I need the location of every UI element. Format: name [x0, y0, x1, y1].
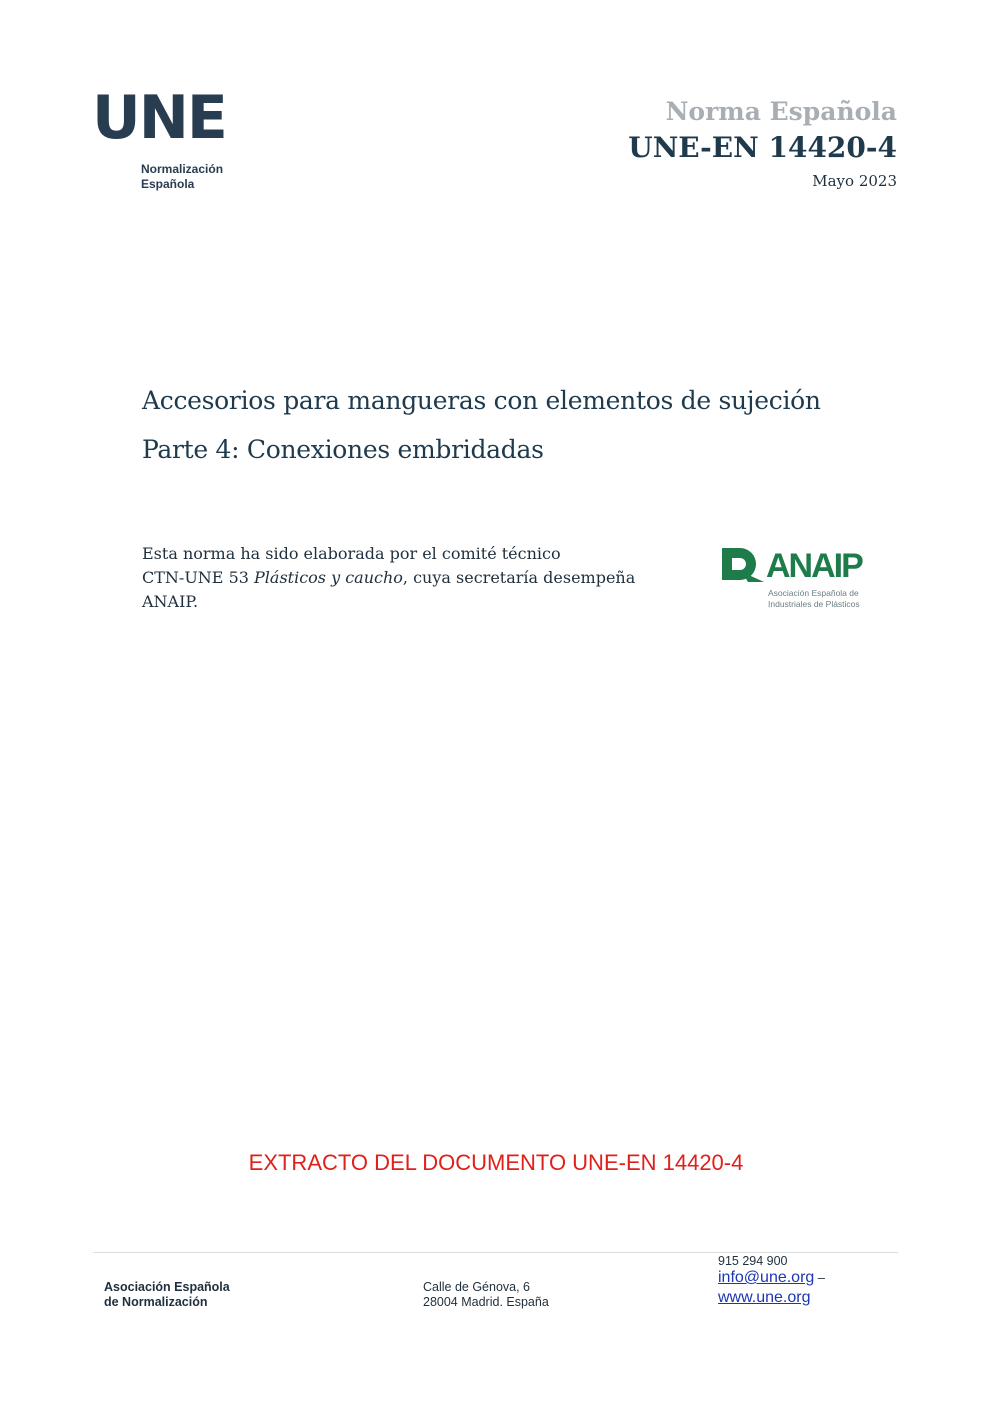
website-link[interactable]: www.une.org — [718, 1289, 811, 1306]
norma-label: Norma Española — [665, 97, 897, 126]
une-logo-subtitle-line1: Normalización — [141, 162, 224, 176]
footer-address — [423, 1280, 549, 1310]
committee-line1: Esta norma ha sido elaborada por el comité técnico — [142, 544, 561, 563]
une-logo — [92, 83, 242, 198]
footer-contact — [718, 1254, 825, 1308]
footer-org-line1: Asociación Española — [104, 1280, 230, 1294]
footer-organization — [104, 1280, 230, 1310]
anaip-symbol-icon — [720, 546, 766, 584]
anaip-desc-line2: Industriales de Plásticos — [768, 599, 860, 609]
document-subtitle: Parte 4: Conexiones embridadas — [142, 435, 544, 464]
committee-line2-prefix: CTN-UNE 53 — [142, 568, 255, 587]
committee-line2 — [142, 566, 682, 590]
footer-address-line1: Calle de Génova, 6 — [423, 1280, 531, 1294]
committee-paragraph — [142, 542, 682, 614]
norma-code: UNE-EN 14420-4 — [628, 131, 897, 164]
une-logo-subtitle-line2: Española — [141, 177, 195, 191]
email-link[interactable]: info@une.org — [718, 1269, 815, 1286]
anaip-desc-line1: Asociación Española de — [768, 588, 859, 598]
footer-phone: 915 294 900 — [718, 1254, 788, 1268]
footer-divider — [93, 1252, 898, 1253]
document-title: Accesorios para mangueras con elementos de sujeción — [142, 386, 821, 415]
footer-org-line2: de Normalización — [104, 1295, 208, 1309]
footer-separator: – — [817, 1270, 826, 1285]
publication-date: Mayo 2023 — [812, 172, 897, 190]
committee-line2-suffix: , cuya secretaría desempeña — [402, 568, 636, 587]
anaip-logo — [720, 544, 870, 614]
une-wordmark: UNE — [92, 83, 226, 153]
extract-notice: EXTRACTO DEL DOCUMENTO UNE-EN 14420-4 — [248, 1150, 744, 1175]
document-header — [628, 96, 897, 192]
anaip-name: ANAIP — [766, 547, 862, 585]
footer-address-line2: 28004 Madrid. España — [423, 1295, 549, 1309]
committee-name: Plásticos y caucho — [254, 568, 403, 587]
committee-line3: ANAIP. — [142, 592, 199, 611]
